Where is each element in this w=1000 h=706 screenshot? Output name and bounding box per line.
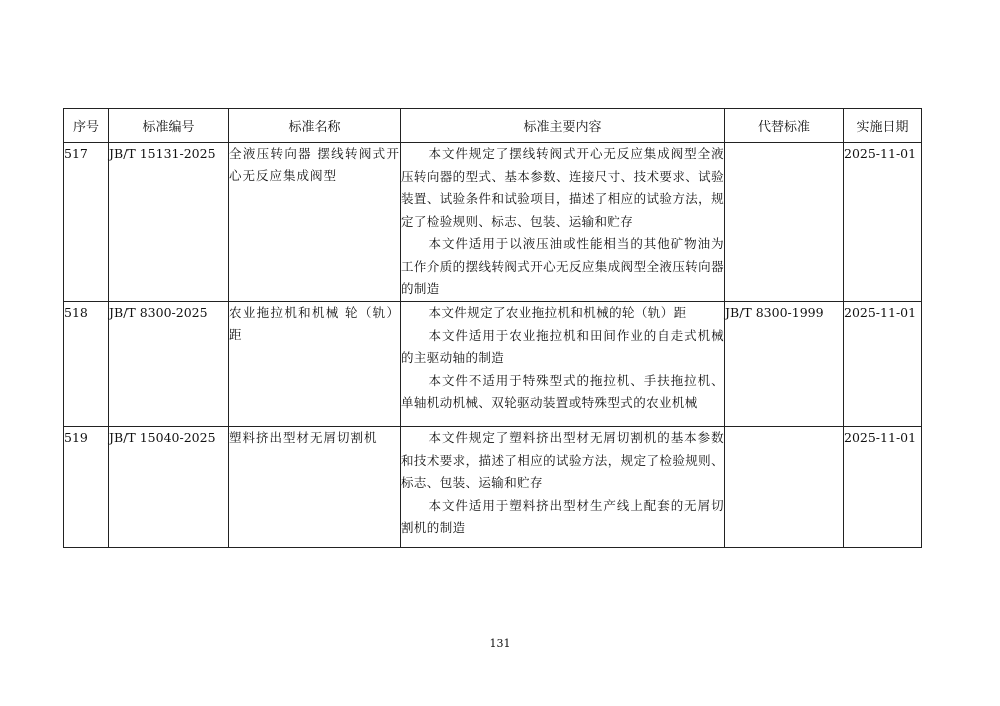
cell-replace [725,143,844,302]
header-date: 实施日期 [844,109,922,143]
cell-date: 2025-11-01 [844,302,922,427]
cell-seq: 518 [64,302,109,427]
table-row [64,427,922,548]
cell-seq: 517 [64,143,109,302]
cell-name: 农业拖拉机和机械 轮（轨）距 [229,302,401,427]
table-header-row [64,109,922,143]
cell-content [401,302,725,427]
header-replace: 代替标准 [725,109,844,143]
standards-table [63,108,922,548]
content-paragraph: 本文件适用于农业拖拉机和田间作业的自走式机械的主驱动轴的制造 [401,327,724,365]
cell-replace [725,427,844,548]
content-paragraph: 本文件规定了摆线转阀式开心无反应集成阀型全液压转向器的型式、基本参数、连接尺寸、技术要求、试验装置、试验条件和试验项目，描述了相应的试验方法，规定了检验规则、标志、包装、运输和贮存 [401,146,724,229]
content-paragraph: 本文件适用于塑料挤出型材生产线上配套的无屑切割机的制造 [401,497,724,535]
content-paragraph: 本文件不适用于特殊型式的拖拉机、手扶拖拉机、单轴机动机械、双轮驱动装置或特殊型式的农业机械 [401,372,724,410]
table-row [64,302,922,427]
content-paragraph: 本文件规定了塑料挤出型材无屑切割机的基本参数和技术要求，描述了相应的试验方法，规定了检验规则、标志、包装、运输和贮存 [401,430,724,490]
cell-date: 2025-11-01 [844,143,922,302]
content-paragraph: 本文件适用于以液压油或性能相当的其他矿物油为工作介质的摆线转阀式开心无反应集成阀型全液压转向器的制造 [401,236,724,296]
table-row [64,143,922,302]
cell-code: JB/T 15040-2025 [109,427,229,548]
cell-date: 2025-11-01 [844,427,922,548]
header-code: 标准编号 [109,109,229,143]
cell-name: 塑料挤出型材无屑切割机 [229,427,401,548]
cell-seq: 519 [64,427,109,548]
header-seq: 序号 [64,109,109,143]
page-number: 131 [489,637,511,650]
cell-replace: JB/T 8300-1999 [725,302,844,427]
cell-content [401,427,725,548]
cell-content [401,143,725,302]
cell-code: JB/T 15131-2025 [109,143,229,302]
content-paragraph: 本文件规定了农业拖拉机和机械的轮（轨）距 [428,305,687,320]
header-name: 标准名称 [229,109,401,143]
header-content: 标准主要内容 [401,109,725,143]
cell-name: 全液压转向器 摆线转阀式开心无反应集成阀型 [229,143,401,302]
cell-code: JB/T 8300-2025 [109,302,229,427]
